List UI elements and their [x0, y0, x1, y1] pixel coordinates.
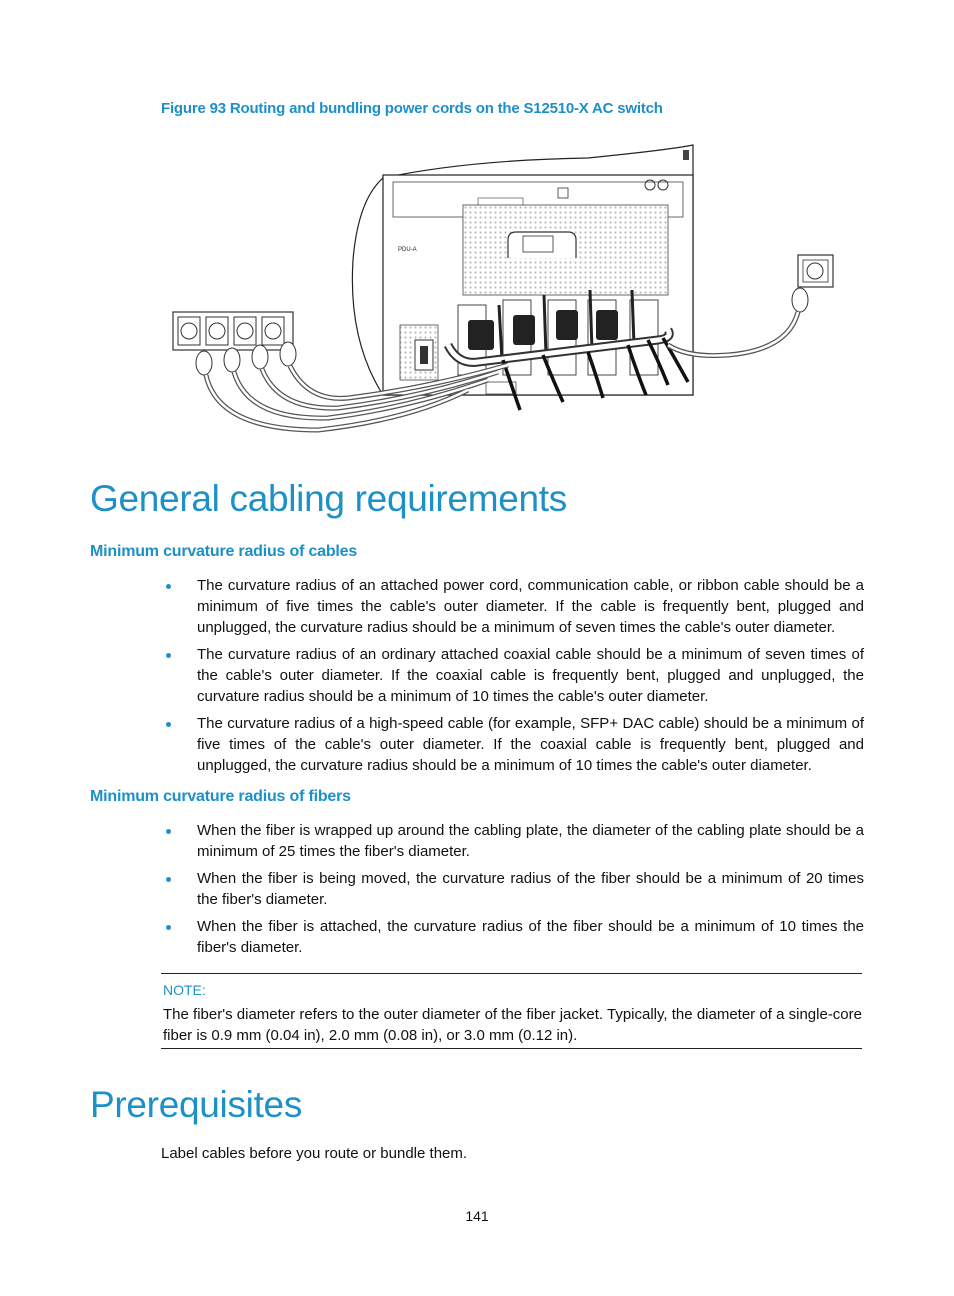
bullet-icon [166, 584, 171, 589]
subsection-title-cables: Minimum curvature radius of cables [90, 543, 358, 560]
note-text: The fiber's diameter refers to the outer diameter of the fiber jacket. Typically, the diameter of a single-core fiber is 0.9 mm (0.04 in), 2.0 mm (0.08 in), or 3.0 mm (0.12 in). [163, 1006, 862, 1044]
bullet-icon [166, 925, 171, 930]
list-item: When the fiber is being moved, the curvature radius of the fiber should be a minimum of 20 times the fiber's diameter. [161, 868, 864, 910]
list-item: The curvature radius of a high-speed cable (for example, SFP+ DAC cable) should be a minimum of five times of the cable's outer diameter. If the coaxial cable is frequently bent, plugged and unplugged, the curvature radius should be a minimum of 10 times the cable's outer diameter. [161, 713, 864, 776]
figure-caption: Figure 93 Routing and bundling power cords on the S12510-X AC switch [161, 100, 663, 117]
pdu-label: PDU-A [398, 247, 417, 253]
section-title-general-cabling: General cabling requirements [90, 478, 567, 519]
fibers-bullet-list [161, 820, 864, 964]
bullet-icon [166, 722, 171, 727]
page-number: 141 [465, 1208, 489, 1224]
list-item: The curvature radius of an attached power cord, communication cable, or ribbon cable should be a minimum of five times the cable's outer diameter. If the cable is frequently bent, plugged and unplugged, the curvature radius should be a minimum of seven times the cable's outer diameter. [161, 575, 864, 638]
figure-power-cord-routing [168, 140, 840, 440]
list-item: The curvature radius of an ordinary attached coaxial cable should be a minimum of seven times of the cable's outer diameter. If the coaxial cable is frequently bent, plugged and unplugged, the curvature radius should be a minimum of 10 times the cable's outer diameter. [161, 644, 864, 707]
bullet-icon [166, 829, 171, 834]
prerequisites-text: Label cables before you route or bundle them. [161, 1145, 468, 1162]
bullet-icon [166, 653, 171, 658]
note-box [161, 973, 862, 1049]
list-item: When the fiber is wrapped up around the cabling plate, the diameter of the cabling plate should be a minimum of 25 times the fiber's diameter. [161, 820, 864, 862]
subsection-title-fibers: Minimum curvature radius of fibers [90, 788, 351, 805]
note-label: NOTE: [163, 982, 206, 998]
bullet-icon [166, 877, 171, 882]
section-title-prerequisites: Prerequisites [90, 1084, 303, 1125]
cables-bullet-list [161, 575, 864, 782]
list-item: When the fiber is attached, the curvature radius of the fiber should be a minimum of 10 times the fiber's diameter. [161, 916, 864, 958]
